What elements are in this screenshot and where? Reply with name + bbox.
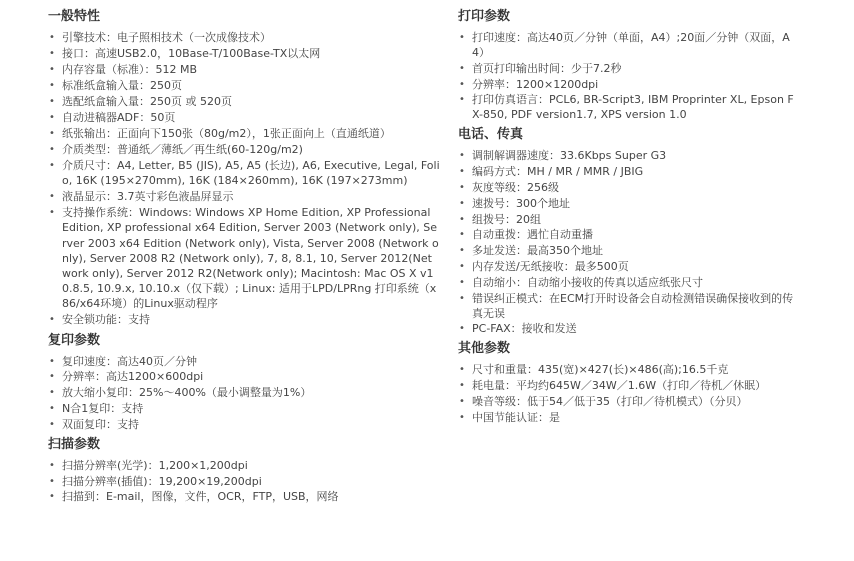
- spec-item: • 双面复印：支持: [48, 417, 440, 432]
- spec-item: • 错误纠正模式：在ECM打开时设备会自动检测错误确保接收到的传真无误: [458, 291, 798, 321]
- section-scan: [48, 436, 440, 505]
- spec-item: • 组拨号：20组: [458, 212, 798, 227]
- spec-item: • 尺寸和重量：435(宽)×427(长)×486(高);16.5千克: [458, 362, 798, 377]
- spec-item: • 打印速度：高达40页／分钟（单面，A4）;20面／分钟（双面，A4）: [458, 30, 798, 60]
- spec-item: • 扫描到：E-mail，图像，文件，OCR，FTP，USB，网络: [48, 489, 440, 504]
- spec-item: • 调制解调器速度：33.6Kbps Super G3: [458, 148, 798, 163]
- spec-item: • 放大缩小复印：25%～400%（最小调整量为1%）: [48, 385, 440, 400]
- section-print: [458, 8, 798, 122]
- spec-list: [48, 30, 440, 328]
- spec-item: • 引擎技术：电子照相技术（一次成像技术）: [48, 30, 440, 45]
- spec-list: [48, 354, 440, 432]
- section-copy: [48, 332, 440, 432]
- spec-item: • 分辨率：高达1200×600dpi: [48, 369, 440, 384]
- section-heading: 电话、传真: [458, 127, 524, 143]
- spec-item: • 首页打印输出时间：少于7.2秒: [458, 61, 798, 76]
- section-heading: 一般特性: [48, 9, 101, 24]
- spec-list: [458, 148, 798, 336]
- section-other: [458, 340, 798, 424]
- spec-item: • 耗电量：平均约645W／34W／1.6W（打印／待机／休眠）: [458, 378, 798, 393]
- spec-item: • 自动重拨：遇忙自动重播: [458, 227, 798, 242]
- spec-item: • N合1复印：支持: [48, 401, 440, 416]
- spec-item: • 接口：高速USB2.0，10Base-T/100Base-TX以太网: [48, 46, 440, 61]
- spec-item: • 多址发送：最高350个地址: [458, 243, 798, 258]
- spec-item: • 内存发送/无纸接收：最多500页: [458, 259, 798, 274]
- spec-list: [458, 30, 798, 122]
- spec-item: • 复印速度：高达40页／分钟: [48, 354, 440, 369]
- spec-item: • 介质尺寸：A4, Letter, B5 (JIS), A5, A5 (长边), A6, Executive, Legal, Folio, 16K (195×270mm), 16K (184×260mm), 16K (197×273mm): [48, 158, 440, 188]
- section-heading: 扫描参数: [48, 436, 101, 452]
- spec-item: • 打印仿真语言：PCL6, BR-Script3, IBM Proprinter XL, Epson FX-850, PDF version1.7, XPS version 1.0: [458, 92, 798, 122]
- left-column: [48, 8, 440, 508]
- spec-item: • 选配纸盒输入量：250页 或 520页: [48, 94, 440, 109]
- section-fax: [458, 126, 798, 336]
- right-column: [458, 8, 798, 429]
- spec-item: • 灰度等级：256级: [458, 180, 798, 195]
- spec-item: • 中国节能认证：是: [458, 410, 798, 425]
- spec-item: • 扫描分辨率(插值)：19,200×19,200dpi: [48, 474, 440, 489]
- spec-item: • 内存容量（标准）：512 MB: [48, 62, 440, 77]
- spec-item: • 速拨号：300个地址: [458, 196, 798, 211]
- spec-item: • 安全锁功能：支持: [48, 312, 440, 327]
- spec-item: • 介质类型：普通纸／薄纸／再生纸(60-120g/m2): [48, 142, 440, 157]
- spec-item: • 纸张输出：正面向下150张（80g/m2），1张正面向上（直通纸道）: [48, 126, 440, 141]
- spec-item: • 标准纸盒输入量：250页: [48, 78, 440, 93]
- spec-item: • 编码方式：MH / MR / MMR / JBIG: [458, 164, 798, 179]
- section-heading: 复印参数: [48, 332, 101, 348]
- section-heading: 其他参数: [458, 341, 511, 357]
- spec-item: • 噪音等级：低于54／低于35（打印／待机模式）（分贝）: [458, 394, 798, 409]
- spec-item: • 自动进稿器ADF：50页: [48, 110, 440, 125]
- spec-item: • 液晶显示：3.7英寸彩色液晶屏显示: [48, 189, 440, 204]
- spec-item: • 分辨率：1200×1200dpi: [458, 77, 798, 92]
- spec-item: • 扫描分辨率(光学)：1,200×1,200dpi: [48, 458, 440, 473]
- spec-list: [458, 362, 798, 424]
- spec-item: • 支持操作系统：Windows: Windows XP Home Edition, XP Professional Edition, XP professional x64 Edition, Server 2003 (Network only), Server 2003 x64 Edition (Network only), Vista, Server 2008 (Network only), Server 2008 R2 (Network only), 7, 8, 8.1, 10, Server 2012(Network only), Server 2012 R2(Network only); Macintosh: Mac OS X v10.8.5, 10.9.x, 10.10.x（仅下载）; Linux: 适用于LPD/LPRng 打印系统（x86/x64环境）的Linux驱动程序: [48, 205, 440, 311]
- spec-item: • PC-FAX：接收和发送: [458, 321, 798, 336]
- spec-item: • 自动缩小：自动缩小接收的传真以适应纸张尺寸: [458, 275, 798, 290]
- spec-list: [48, 458, 440, 505]
- section-heading: 打印参数: [458, 9, 511, 24]
- section-general: [48, 8, 440, 328]
